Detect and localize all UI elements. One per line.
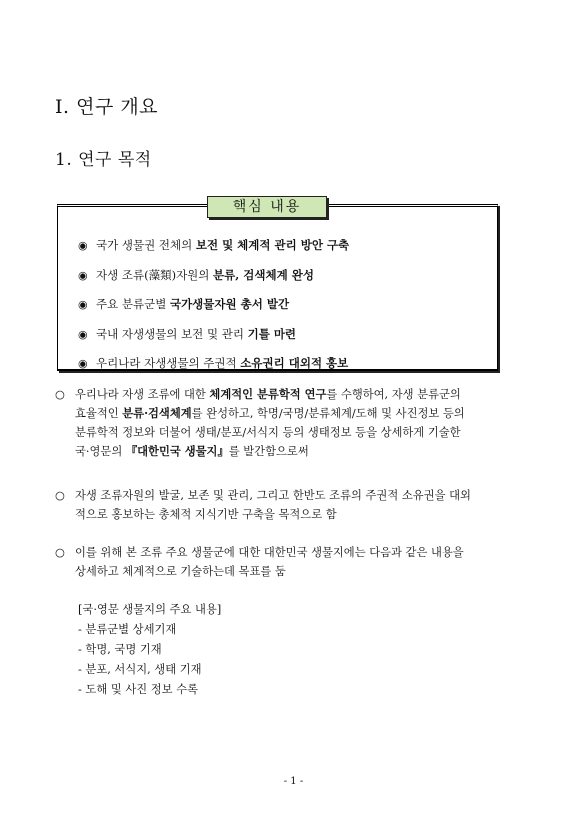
text-run: 를 수행하여, 자생 분류군의 [326, 388, 461, 401]
sublist-title: [국·영문 생물지의 주요 내용] [78, 603, 222, 616]
chapter-heading: I. 연구 개요 [55, 96, 159, 118]
page-number: - 1 - [283, 776, 304, 787]
bullet-icon: ◉ [78, 327, 88, 341]
text-run: 국·영문의 [75, 445, 126, 458]
paragraph-line: 분류학적 정보와 더불어 생태/분포/서식지 등의 생태정보 등을 상세하게 기술한 [75, 426, 461, 439]
text-run: 효율적인 [75, 407, 123, 420]
text-run: 를 완성하고, 학명/국명/분류체계/도해 및 사진정보 등의 [191, 407, 465, 420]
paragraph-line [55, 385, 535, 404]
summary-item-text: 자생 조류(藻類)자원의 [96, 267, 214, 282]
summary-item-text: 국가 생물권 전체의 [96, 238, 196, 252]
summary-item-bold: 보전 및 체계적 관리 방안 구축 [195, 238, 350, 252]
text-run-bold: 『대한민국 생물지』 [125, 444, 229, 458]
summary-item-text: 국내 자생생물의 보전 및 관리 [96, 326, 248, 341]
sublist-item: - 도해 및 사진 정보 수록 [78, 683, 198, 696]
paragraph-goal [55, 486, 535, 524]
summary-item [78, 326, 349, 356]
summary-item [78, 296, 349, 326]
sublist-item: - 분포, 서식지, 생태 기재 [78, 663, 202, 676]
summary-list [78, 237, 349, 385]
summary-item-bold: 기틀 마련 [247, 326, 297, 341]
paragraph-line: 적으로 홍보하는 총체적 지식기반 구축을 목적으로 함 [75, 508, 337, 521]
bullet-icon: ◉ [78, 357, 88, 370]
summary-item [78, 237, 349, 267]
summary-box-title: 핵심 내용 [207, 196, 327, 218]
circle-bullet-icon: ○ [55, 546, 65, 559]
text-run: 이를 위해 본 조류 주요 생물군에 대한 대한민국 생물지에는 다음과 같은 내용을 [75, 546, 464, 559]
summary-item [78, 355, 349, 385]
paragraph-line: 상세하고 체계적으로 기술하는데 목표를 둠 [75, 565, 286, 578]
bullet-icon: ◉ [78, 298, 88, 311]
summary-item-bold: 분류, 검색체계 완성 [213, 267, 314, 282]
paragraph-purpose [55, 385, 535, 461]
contents-sublist [78, 600, 221, 700]
bullet-icon: ◉ [78, 268, 88, 282]
summary-item [78, 267, 349, 297]
text-run: 자생 조류자원의 발굴, 보존 및 관리, 그리고 한반도 조류의 주권적 소유권을 대외 [75, 489, 471, 502]
section-heading: 1. 연구 목적 [55, 150, 152, 170]
summary-box-frame [57, 204, 498, 371]
paragraph-line [55, 404, 535, 423]
summary-item-bold: 국가생물자원 총서 발간 [169, 297, 290, 311]
text-run: 우리나라 자생 조류에 대한 [75, 388, 210, 401]
paragraph-target [55, 543, 535, 581]
summary-item-text: 주요 분류군별 [96, 297, 170, 311]
summary-item-bold: 소유권리 대외적 홍보 [240, 356, 349, 370]
text-run-bold: 분류·검색체계 [122, 406, 192, 420]
text-run: 를 발간함으로써 [228, 445, 309, 458]
paragraph-line [55, 486, 535, 505]
circle-bullet-icon: ○ [55, 388, 65, 401]
text-run-bold: 체계적인 분류학적 연구 [209, 387, 327, 401]
sublist-item: - 학명, 국명 기재 [78, 643, 162, 656]
paragraph-line [55, 543, 535, 562]
summary-item-text: 우리나라 자생생물의 주권적 [96, 356, 241, 370]
summary-box [57, 196, 498, 371]
sublist-item: - 분류군별 상세기재 [78, 623, 177, 636]
bullet-icon: ◉ [78, 239, 88, 252]
circle-bullet-icon: ○ [55, 489, 65, 502]
paragraph-line [55, 442, 535, 461]
